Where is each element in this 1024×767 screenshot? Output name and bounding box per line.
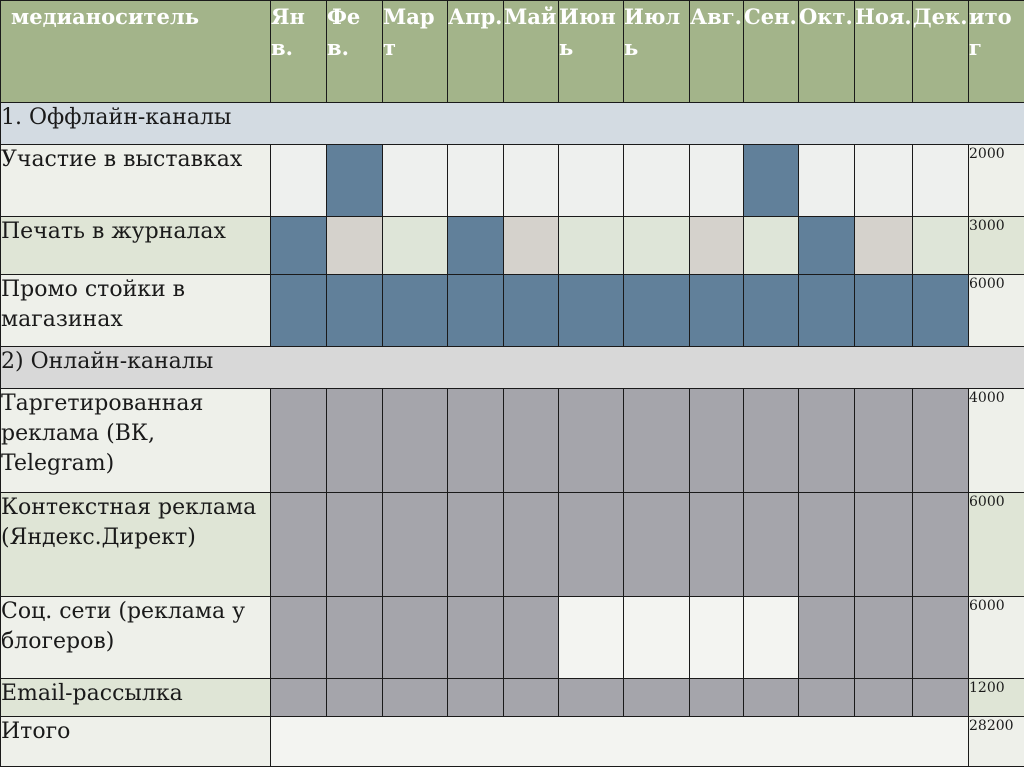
channel-label: Соц. сети (реклама у блогеров) (1, 597, 271, 679)
schedule-cell-month-9 (744, 679, 799, 717)
schedule-cell-month-5 (504, 217, 559, 275)
schedule-cell-month-7 (624, 217, 690, 275)
channel-label: Промо стойки в магазинах (1, 275, 271, 347)
schedule-cell-month-11 (855, 597, 913, 679)
table-row (1, 493, 1024, 597)
schedule-cell-month-5 (504, 389, 559, 493)
schedule-cell-month-10 (799, 597, 855, 679)
schedule-cell-month-6 (559, 679, 624, 717)
schedule-cell-month-8 (690, 493, 744, 597)
schedule-cell-month-7 (624, 597, 690, 679)
row-total: 6000 (969, 275, 1024, 347)
schedule-cell-month-7 (624, 679, 690, 717)
schedule-cell-month-2 (327, 217, 383, 275)
schedule-cell-month-4 (448, 145, 504, 217)
section-row (1, 347, 1024, 389)
schedule-cell-month-8 (690, 389, 744, 493)
schedule-cell-month-7 (624, 275, 690, 347)
schedule-cell-month-11 (855, 217, 913, 275)
schedule-cell-month-3 (383, 145, 448, 217)
header-month-aug: Авг. (690, 1, 744, 103)
schedule-cell-month-5 (504, 493, 559, 597)
schedule-cell-month-6 (559, 275, 624, 347)
schedule-cell-month-4 (448, 597, 504, 679)
table-row (1, 597, 1024, 679)
schedule-cell-month-6 (559, 597, 624, 679)
schedule-cell-month-1 (271, 493, 327, 597)
header-month-feb: Фев. (327, 1, 383, 103)
schedule-cell-month-5 (504, 145, 559, 217)
schedule-cell-month-9 (744, 145, 799, 217)
grand-total-row (1, 717, 1024, 767)
row-total: 6000 (969, 493, 1024, 597)
section-title: 1. Оффлайн-каналы (1, 103, 1024, 145)
schedule-cell-month-6 (559, 217, 624, 275)
schedule-cell-month-11 (855, 493, 913, 597)
schedule-cell-month-7 (624, 493, 690, 597)
grand-total-label: Итого (1, 717, 271, 767)
schedule-cell-month-5 (504, 275, 559, 347)
schedule-cell-month-2 (327, 389, 383, 493)
schedule-cell-month-12 (913, 275, 969, 347)
table-row (1, 217, 1024, 275)
table-row (1, 145, 1024, 217)
schedule-cell-month-2 (327, 597, 383, 679)
header-month-nov: Ноя. (855, 1, 913, 103)
schedule-cell-month-11 (855, 145, 913, 217)
schedule-cell-month-9 (744, 493, 799, 597)
schedule-cell-month-1 (271, 679, 327, 717)
header-month-jun: Июнь (559, 1, 624, 103)
schedule-cell-month-12 (913, 217, 969, 275)
section-row (1, 103, 1024, 145)
schedule-cell-month-10 (799, 493, 855, 597)
table-row (1, 679, 1024, 717)
header-month-sep: Сен. (744, 1, 799, 103)
schedule-cell-month-10 (799, 217, 855, 275)
schedule-cell-month-8 (690, 145, 744, 217)
channel-label: Печать в журналах (1, 217, 271, 275)
schedule-cell-month-6 (559, 145, 624, 217)
schedule-cell-month-3 (383, 217, 448, 275)
schedule-cell-month-5 (504, 597, 559, 679)
schedule-cell-month-8 (690, 597, 744, 679)
schedule-cell-month-10 (799, 389, 855, 493)
schedule-cell-month-3 (383, 679, 448, 717)
schedule-cell-month-1 (271, 217, 327, 275)
schedule-cell-month-10 (799, 275, 855, 347)
header-month-may: Май (504, 1, 559, 103)
schedule-cell-month-4 (448, 275, 504, 347)
schedule-cell-month-3 (383, 389, 448, 493)
schedule-cell-month-2 (327, 275, 383, 347)
header-month-jul: Июль (624, 1, 690, 103)
schedule-cell-month-2 (327, 145, 383, 217)
schedule-cell-month-6 (559, 493, 624, 597)
schedule-cell-month-7 (624, 389, 690, 493)
row-total: 3000 (969, 217, 1024, 275)
schedule-cell-month-2 (327, 493, 383, 597)
schedule-cell-month-8 (690, 275, 744, 347)
schedule-cell-month-1 (271, 145, 327, 217)
schedule-cell-month-12 (913, 145, 969, 217)
schedule-cell-month-1 (271, 597, 327, 679)
schedule-cell-month-11 (855, 679, 913, 717)
schedule-cell-month-4 (448, 493, 504, 597)
schedule-cell-month-2 (327, 679, 383, 717)
schedule-cell-month-11 (855, 389, 913, 493)
section-title: 2) Онлайн-каналы (1, 347, 1024, 389)
grand-total-value: 28200 (969, 717, 1024, 767)
header-month-oct: Окт. (799, 1, 855, 103)
schedule-cell-month-5 (504, 679, 559, 717)
channel-label: Контекстная реклама (Яндекс.Директ) (1, 493, 271, 597)
schedule-cell-month-7 (624, 145, 690, 217)
schedule-cell-month-12 (913, 597, 969, 679)
channel-label: Участие в выставках (1, 145, 271, 217)
header-month-jan: Янв. (271, 1, 327, 103)
header-month-apr: Апр. (448, 1, 504, 103)
schedule-cell-month-3 (383, 493, 448, 597)
schedule-cell-month-3 (383, 597, 448, 679)
schedule-cell-month-3 (383, 275, 448, 347)
channel-label: Таргетированная реклама (ВК, Telegram) (1, 389, 271, 493)
schedule-cell-month-10 (799, 145, 855, 217)
row-total: 1200 (969, 679, 1024, 717)
header-month-mar: Март (383, 1, 448, 103)
header-month-dec: Дек. (913, 1, 969, 103)
schedule-cell-month-4 (448, 679, 504, 717)
row-total: 4000 (969, 389, 1024, 493)
table-row (1, 389, 1024, 493)
schedule-cell-month-9 (744, 275, 799, 347)
table-row (1, 275, 1024, 347)
plan-body (1, 103, 1024, 767)
schedule-cell-month-1 (271, 389, 327, 493)
header-media: медианоситель (1, 1, 271, 103)
channel-label: Email-рассылка (1, 679, 271, 717)
schedule-cell-month-11 (855, 275, 913, 347)
row-total: 2000 (969, 145, 1024, 217)
schedule-cell-month-8 (690, 679, 744, 717)
schedule-cell-month-4 (448, 389, 504, 493)
schedule-cell-month-4 (448, 217, 504, 275)
schedule-cell-month-10 (799, 679, 855, 717)
schedule-cell-month-8 (690, 217, 744, 275)
schedule-cell-month-9 (744, 597, 799, 679)
grand-total-blank (271, 717, 969, 767)
row-total: 6000 (969, 597, 1024, 679)
header-row (1, 1, 1024, 103)
header-total: итог (969, 1, 1024, 103)
schedule-cell-month-9 (744, 217, 799, 275)
schedule-cell-month-6 (559, 389, 624, 493)
schedule-cell-month-12 (913, 389, 969, 493)
schedule-cell-month-12 (913, 493, 969, 597)
schedule-cell-month-9 (744, 389, 799, 493)
schedule-cell-month-12 (913, 679, 969, 717)
schedule-cell-month-1 (271, 275, 327, 347)
